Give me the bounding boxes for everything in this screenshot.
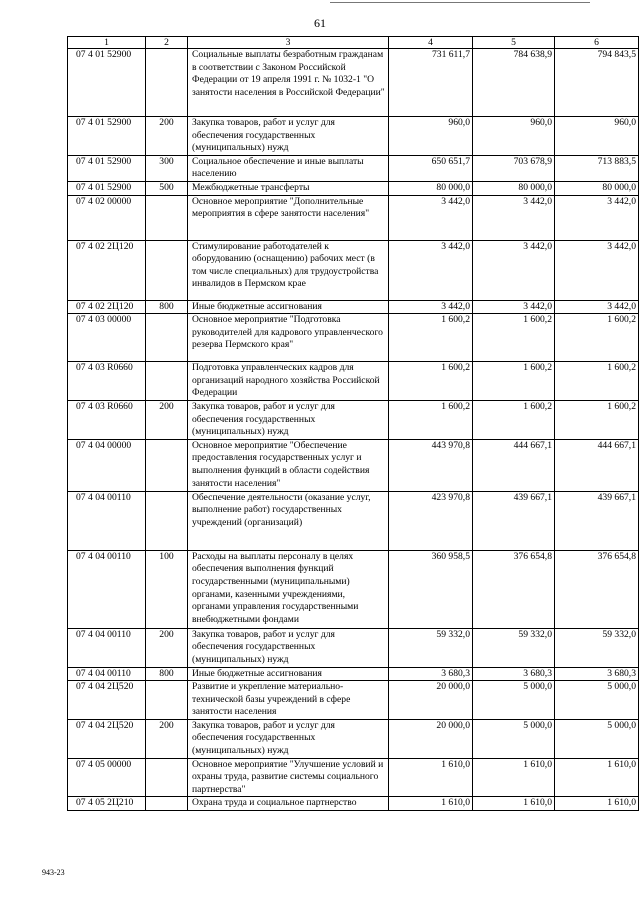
row-expense-type: [146, 362, 188, 401]
header-col-2: 2: [146, 37, 188, 49]
row-value-2023: 1 610,0: [389, 758, 473, 797]
row-value-2024: 3 680,3: [473, 667, 555, 681]
row-expense-type: 800: [146, 667, 188, 681]
page-number: 61: [314, 16, 326, 30]
scan-artifact-line: [330, 2, 590, 3]
row-code: 07 4 04 00000: [68, 439, 146, 491]
row-expense-type: [146, 797, 188, 811]
row-name: Межбюджетные трансферты: [188, 181, 389, 195]
table-row: [68, 550, 639, 628]
row-value-2025: 960,0: [555, 117, 639, 156]
row-value-2023: 650 651,7: [389, 155, 473, 181]
row-code: 07 4 02 00000: [68, 195, 146, 240]
row-expense-type: 100: [146, 550, 188, 628]
header-col-3: 3: [188, 37, 389, 49]
row-expense-type: [146, 491, 188, 550]
row-value-2023: 731 611,7: [389, 49, 473, 117]
table-header-row: [68, 37, 639, 49]
row-value-2025: 376 654,8: [555, 550, 639, 628]
row-name: Подготовка управленческих кадров для организаций народного хозяйства Российской Федерации: [188, 362, 389, 401]
row-value-2025: 5 000,0: [555, 719, 639, 758]
row-value-2025: 3 442,0: [555, 300, 639, 314]
row-value-2024: 1 610,0: [473, 758, 555, 797]
row-value-2023: 20 000,0: [389, 719, 473, 758]
header-col-4: 4: [389, 37, 473, 49]
table-row: [68, 314, 639, 362]
row-value-2023: 3 442,0: [389, 300, 473, 314]
row-name: Основное мероприятие "Подготовка руководителей для кадрового управленческого резерва Пермского края": [188, 314, 389, 362]
table-row: [68, 667, 639, 681]
row-value-2025: 5 000,0: [555, 681, 639, 720]
row-value-2025: 794 843,5: [555, 49, 639, 117]
row-value-2024: 960,0: [473, 117, 555, 156]
header-col-1: 1: [68, 37, 146, 49]
table-row: [68, 117, 639, 156]
table-row: [68, 300, 639, 314]
table-row: [68, 155, 639, 181]
row-code: 07 4 05 00000: [68, 758, 146, 797]
row-value-2024: 376 654,8: [473, 550, 555, 628]
row-value-2023: 960,0: [389, 117, 473, 156]
row-value-2023: 360 958,5: [389, 550, 473, 628]
row-value-2024: 439 667,1: [473, 491, 555, 550]
table-row: [68, 681, 639, 720]
row-code: 07 4 03 R0660: [68, 400, 146, 439]
row-value-2024: 784 638,9: [473, 49, 555, 117]
row-code: 07 4 01 52900: [68, 155, 146, 181]
table-row: [68, 362, 639, 401]
row-value-2025: 444 667,1: [555, 439, 639, 491]
row-code: 07 4 03 00000: [68, 314, 146, 362]
row-code: 07 4 01 52900: [68, 117, 146, 156]
row-value-2023: 1 600,2: [389, 362, 473, 401]
row-expense-type: 200: [146, 117, 188, 156]
row-expense-type: [146, 314, 188, 362]
row-name: Закупка товаров, работ и услуг для обеспечения государственных (муниципальных) нужд: [188, 400, 389, 439]
row-value-2023: 1 600,2: [389, 400, 473, 439]
row-code: 07 4 04 00110: [68, 667, 146, 681]
row-expense-type: [146, 240, 188, 300]
row-value-2025: 713 883,5: [555, 155, 639, 181]
footer-code: 943-23: [42, 868, 65, 877]
row-value-2025: 1 610,0: [555, 797, 639, 811]
row-name: Обеспечение деятельности (оказание услуг, выполнение работ) государственных учреждений (организаций): [188, 491, 389, 550]
row-expense-type: 200: [146, 719, 188, 758]
row-name: Расходы на выплаты персоналу в целях обеспечения выполнения функций государственными (муниципальными) органами, казенными учреждениями, органами управления государственными внебюджетными фондами: [188, 550, 389, 628]
row-value-2023: 3 442,0: [389, 195, 473, 240]
row-value-2024: 444 667,1: [473, 439, 555, 491]
row-value-2025: 3 442,0: [555, 195, 639, 240]
table-row: [68, 400, 639, 439]
row-value-2023: 3 442,0: [389, 240, 473, 300]
row-name: Основное мероприятие "Дополнительные мероприятия в сфере занятости населения": [188, 195, 389, 240]
row-expense-type: [146, 758, 188, 797]
row-value-2025: 80 000,0: [555, 181, 639, 195]
row-value-2024: 59 332,0: [473, 628, 555, 667]
table-row: [68, 491, 639, 550]
row-value-2024: 5 000,0: [473, 719, 555, 758]
row-code: 07 4 01 52900: [68, 181, 146, 195]
row-value-2024: 1 600,2: [473, 362, 555, 401]
row-name: Социальное обеспечение и иные выплаты населению: [188, 155, 389, 181]
table-row: [68, 439, 639, 491]
row-name: Закупка товаров, работ и услуг для обеспечения государственных (муниципальных) нужд: [188, 719, 389, 758]
row-name: Закупка товаров, работ и услуг для обеспечения государственных (муниципальных) нужд: [188, 117, 389, 156]
row-value-2024: 3 442,0: [473, 300, 555, 314]
table-row: [68, 758, 639, 797]
row-code: 07 4 05 2Ц210: [68, 797, 146, 811]
row-name: Социальные выплаты безработным гражданам в соответствии с Законом Российской Федерации от 19 апреля 1991 г. № 1032-1 "О занятости населения в Российской Федерации": [188, 49, 389, 117]
row-value-2023: 1 600,2: [389, 314, 473, 362]
row-expense-type: 500: [146, 181, 188, 195]
row-expense-type: [146, 49, 188, 117]
table-row: [68, 49, 639, 117]
row-value-2025: 3 442,0: [555, 240, 639, 300]
row-code: 07 4 02 2Ц120: [68, 240, 146, 300]
row-name: Развитие и укрепление материально-технической базы учреждений в сфере занятости населения: [188, 681, 389, 720]
row-name: Охрана труда и социальное партнерство: [188, 797, 389, 811]
row-expense-type: 800: [146, 300, 188, 314]
row-value-2025: 1 600,2: [555, 400, 639, 439]
row-value-2025: 439 667,1: [555, 491, 639, 550]
row-value-2023: 59 332,0: [389, 628, 473, 667]
row-value-2024: 80 000,0: [473, 181, 555, 195]
row-code: 07 4 04 2Ц520: [68, 719, 146, 758]
table-row: [68, 181, 639, 195]
row-expense-type: 300: [146, 155, 188, 181]
table-row: [68, 628, 639, 667]
row-expense-type: [146, 681, 188, 720]
row-value-2025: 3 680,3: [555, 667, 639, 681]
row-value-2025: 1 600,2: [555, 314, 639, 362]
table-row: [68, 719, 639, 758]
row-expense-type: [146, 195, 188, 240]
row-value-2024: 1 600,2: [473, 314, 555, 362]
row-value-2025: 1 610,0: [555, 758, 639, 797]
row-value-2023: 423 970,8: [389, 491, 473, 550]
row-value-2023: 3 680,3: [389, 667, 473, 681]
row-value-2024: 3 442,0: [473, 240, 555, 300]
row-value-2023: 20 000,0: [389, 681, 473, 720]
row-name: Основное мероприятие "Улучшение условий и охраны труда, развитие системы социального партнерства": [188, 758, 389, 797]
row-code: 07 4 04 2Ц520: [68, 681, 146, 720]
header-col-5: 5: [473, 37, 555, 49]
table-row: [68, 797, 639, 811]
row-value-2025: 1 600,2: [555, 362, 639, 401]
row-value-2025: 59 332,0: [555, 628, 639, 667]
row-name: Закупка товаров, работ и услуг для обеспечения государственных (муниципальных) нужд: [188, 628, 389, 667]
row-name: Иные бюджетные ассигнования: [188, 300, 389, 314]
row-code: 07 4 03 R0660: [68, 362, 146, 401]
row-code: 07 4 02 2Ц120: [68, 300, 146, 314]
row-value-2024: 1 610,0: [473, 797, 555, 811]
row-name: Иные бюджетные ассигнования: [188, 667, 389, 681]
table-row: [68, 240, 639, 300]
row-name: Основное мероприятие "Обеспечение предоставления государственных услуг и выполнения функций в области содействия занятости населения": [188, 439, 389, 491]
row-value-2024: 703 678,9: [473, 155, 555, 181]
row-value-2023: 443 970,8: [389, 439, 473, 491]
row-code: 07 4 04 00110: [68, 628, 146, 667]
header-col-6: 6: [555, 37, 639, 49]
table-row: [68, 195, 639, 240]
row-value-2024: 5 000,0: [473, 681, 555, 720]
row-code: 07 4 04 00110: [68, 491, 146, 550]
row-value-2024: 1 600,2: [473, 400, 555, 439]
row-code: 07 4 01 52900: [68, 49, 146, 117]
row-expense-type: 200: [146, 400, 188, 439]
row-value-2024: 3 442,0: [473, 195, 555, 240]
row-name: Стимулирование работодателей к оборудованию (оснащению) рабочих мест (в том числе специальных) для трудоустройства инвалидов в Пермском крае: [188, 240, 389, 300]
row-expense-type: 200: [146, 628, 188, 667]
budget-table: [67, 36, 639, 811]
row-value-2023: 80 000,0: [389, 181, 473, 195]
row-value-2023: 1 610,0: [389, 797, 473, 811]
row-expense-type: [146, 439, 188, 491]
row-code: 07 4 04 00110: [68, 550, 146, 628]
